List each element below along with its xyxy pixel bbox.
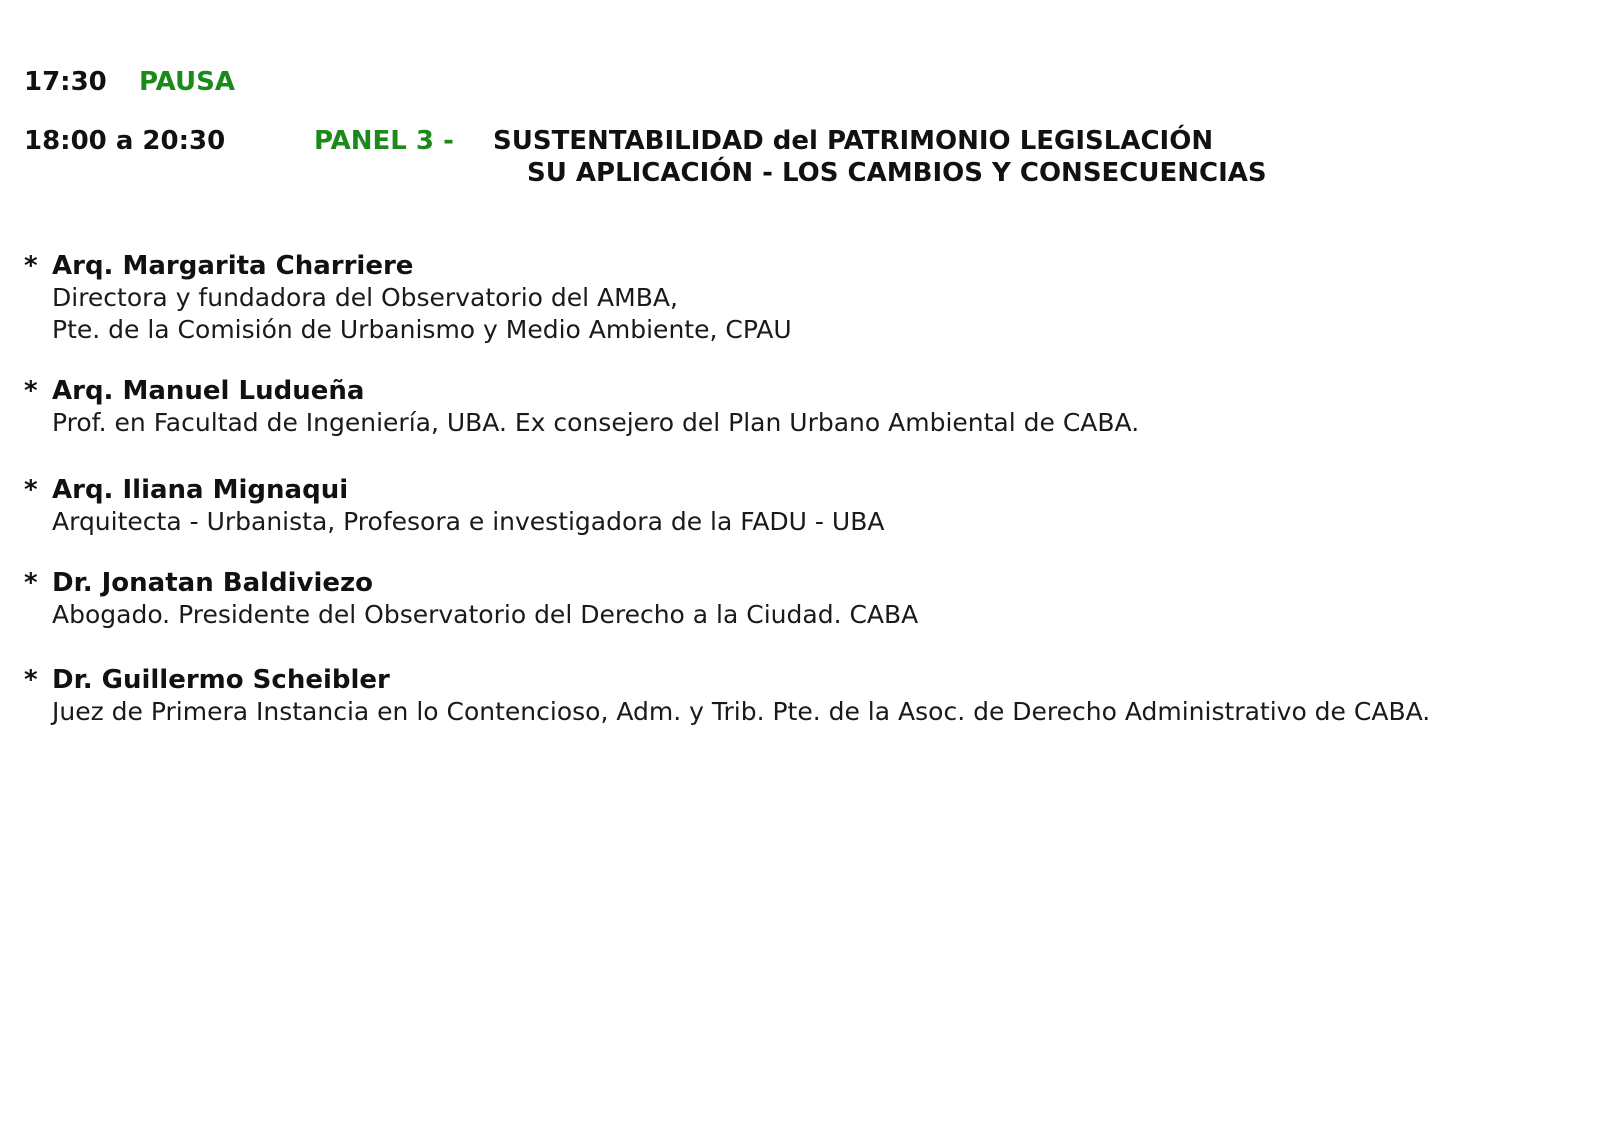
speaker-item [24,375,1139,439]
panel-title-line-2: SU APLICACIÓN - LOS CAMBIOS Y CONSECUENCIAS [527,158,1267,188]
speaker-description: Arquitecta - Urbanista, Profesora e investigadora de la FADU - UBA [52,507,885,536]
speaker-description: Abogado. Presidente del Observatorio del Derecho a la Ciudad. CABA [52,600,919,629]
speaker-name: Dr. Guillermo Scheibler [52,665,390,695]
speaker-name-row [24,375,1139,407]
bullet-asterisk: * [24,251,38,281]
speaker-name: Arq. Margarita Charriere [52,251,414,281]
bullet-asterisk: * [24,475,38,505]
speaker-item [24,250,792,346]
panel-time: 18:00 a 20:30 [24,126,226,156]
bullet-asterisk: * [24,376,38,406]
pause-time: 17:30 [24,67,107,97]
speaker-description: Directora y fundadora del Observatorio del AMBA, [52,283,678,312]
speaker-name: Arq. Iliana Mignaqui [52,475,349,505]
speaker-name: Dr. Jonatan Baldiviezo [52,568,374,598]
bullet-asterisk: * [24,665,38,695]
speaker-name: Arq. Manuel Ludueña [52,376,365,406]
bullet-asterisk: * [24,568,38,598]
panel-title-line-1: SUSTENTABILIDAD del PATRIMONIO LEGISLACIÓN [493,126,1214,156]
speaker-item [24,664,1430,728]
pause-label: PAUSA [139,67,235,97]
speaker-description: Juez de Primera Instancia en lo Contencioso, Adm. y Trib. Pte. de la Asoc. de Derecho Administrativo de CABA. [52,697,1431,726]
speaker-name-row [24,664,1430,696]
speaker-name-row [24,474,884,506]
panel-label: PANEL 3 - [314,126,454,156]
speaker-item [24,567,918,631]
speaker-name-row [24,567,918,599]
speaker-name-row [24,250,792,282]
speaker-description: Prof. en Facultad de Ingeniería, UBA. Ex consejero del Plan Urbano Ambiental de CABA. [52,408,1140,437]
speaker-item [24,474,884,538]
speaker-description: Pte. de la Comisión de Urbanismo y Medio Ambiente, CPAU [52,315,792,344]
